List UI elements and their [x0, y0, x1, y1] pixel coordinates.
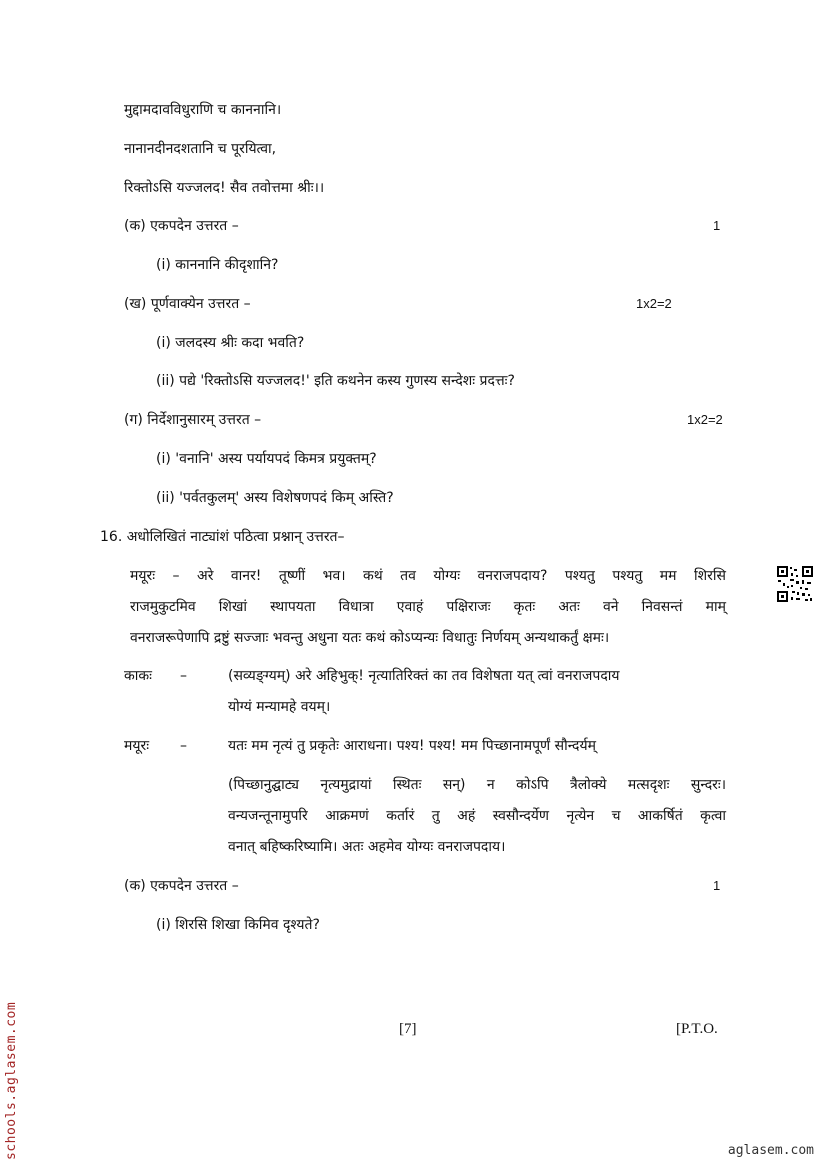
bottom-watermark: aglasem.com — [727, 1143, 814, 1158]
question-heading: (ग) निर्देशानुसारम् उत्तरत – — [124, 412, 262, 428]
question-heading: (क) एकपदेन उत्तरत – — [124, 218, 239, 234]
speaker-dash: – — [180, 668, 187, 684]
dialogue-line: यतः मम नृत्यं तु प्रकृतेः आराधना। पश्य! पश्य! मम पिच्छानामपूर्णं सौन्दर्यम् — [228, 738, 596, 754]
question-item: (ii) पद्ये 'रिक्तोऽसि यज्जलद!' इति कथनेन कस्य गुणस्य सन्देशः प्रदत्तः? — [156, 373, 515, 389]
dialogue-line: वनात् बहिष्करिष्यामि। अतः अहमेव योग्यः वनराजपदाय। — [228, 839, 506, 855]
marks: 1 — [713, 218, 721, 233]
dialogue-line: (सव्यङ्ग्यम्) अरे अहिभुक्! नृत्यातिरिक्तं का तव विशेषता यत् त्वां वनराजपदाय — [228, 668, 620, 684]
verse-line: नानानदीनदशतानि च पूरयित्वा, — [124, 141, 277, 157]
speaker-dash: – — [180, 738, 187, 754]
passage-line: वनराजरूपेणापि द्रष्टुं सज्जाः भवन्तु अधुना यतः कथं कोऽप्यन्यः विधातुः निर्णयम् अन्यथाकर्तुं क्षमः। — [130, 630, 610, 646]
question-item: (i) जलदस्य श्रीः कदा भवति? — [156, 335, 305, 351]
qr-code-icon — [776, 565, 814, 603]
question-item: (i) शिरसि शिखा किमिव दृश्यते? — [156, 917, 320, 933]
dialogue-line: (पिच्छानुद्घाट्य नृत्यमुद्रायां स्थितः सन्) न कोऽपि त्रैलोक्ये मत्सदृशः सुन्दरः। — [228, 777, 726, 793]
speaker: काकः — [124, 668, 152, 684]
question-item: (ii) 'पर्वतकुलम्' अस्य विशेषणपदं किम् अस्ति? — [156, 490, 394, 506]
page-number: [7] — [399, 1021, 417, 1037]
passage-line: राजमुकुटमिव शिखां स्थापयता विधात्रा एवाहं पक्षिराजः कृतः अतः वने निवसन्तं माम् — [130, 599, 726, 615]
dialogue-line: वन्यजन्तूनामुपरि आक्रमणं कर्तारं तु अहं स्वसौन्दर्येण नृत्येन च आकर्षितं कृत्वा — [228, 808, 726, 824]
pto-label: [P.T.O. — [676, 1021, 718, 1037]
side-watermark: schools.aglasem.com — [4, 1001, 19, 1160]
marks: 1x2=2 — [687, 412, 723, 427]
verse-line: रिक्तोऽसि यज्जलद! सैव तवोत्तमा श्रीः।। — [124, 180, 325, 196]
question-heading: (ख) पूर्णवाक्येन उत्तरत – — [124, 296, 251, 312]
passage-line: मयूरः – अरे वानर! तूष्णीं भव। कथं तव योग्यः वनराजपदाय? पश्यतु पश्यतु मम शिरसि — [130, 568, 726, 584]
question-heading: 16. अधोलिखितं नाट्यांशं पठित्वा प्रश्नान् उत्तरत– — [100, 529, 345, 545]
question-heading: (क) एकपदेन उत्तरत – — [124, 878, 239, 894]
marks: 1 — [713, 878, 721, 893]
verse-line: मुद्दामदावविधुराणि च काननानि। — [124, 102, 282, 118]
question-item: (i) 'वनानि' अस्य पर्यायपदं किमत्र प्रयुक्तम्? — [156, 451, 377, 467]
dialogue-line: योग्यं मन्यामहे वयम्। — [228, 699, 331, 715]
speaker: मयूरः — [124, 738, 150, 754]
question-item: (i) काननानि कीदृशानि? — [156, 257, 279, 273]
marks: 1x2=2 — [636, 296, 672, 311]
